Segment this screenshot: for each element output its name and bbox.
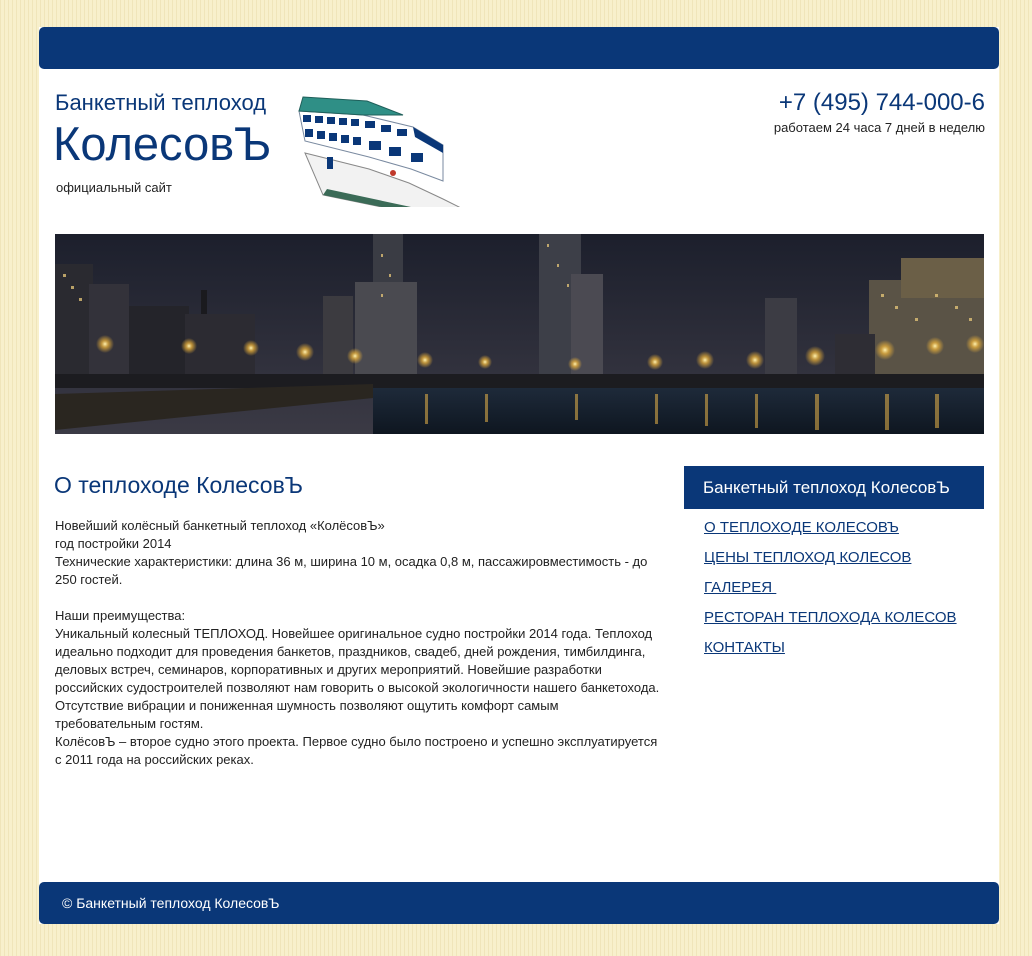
page-title: О теплоходе КолесовЪ bbox=[54, 472, 304, 498]
nav-link-prices[interactable]: ЦЕНЫ ТЕПЛОХОД КОЛЕСОВ bbox=[704, 549, 912, 566]
intro-line: Новейший колёсный банкетный теплоход «КолёсовЪ» bbox=[55, 518, 385, 533]
sidebar-header bbox=[684, 466, 984, 509]
content-body bbox=[55, 517, 660, 769]
sidebar-title: Банкетный теплоход КолесовЪ bbox=[703, 478, 950, 497]
footer-copyright: © Банкетный теплоход КолесовЪ bbox=[62, 895, 280, 911]
brand-tagline: официальный сайт bbox=[56, 180, 172, 195]
phone-number[interactable]: +7 (495) 744-000-6 bbox=[778, 89, 985, 116]
sidebar-item-about bbox=[704, 519, 957, 549]
working-hours: работаем 24 часа 7 дней в неделю bbox=[773, 120, 985, 135]
build-year: год постройки 2014 bbox=[55, 536, 172, 551]
brand-logo-text[interactable]: КолесовЪ bbox=[53, 117, 272, 170]
top-bar bbox=[39, 27, 999, 69]
nav-link-contacts[interactable]: КОНТАКТЫ bbox=[704, 639, 785, 656]
sidebar-item-restaurant bbox=[704, 609, 957, 639]
brand-subtitle: Банкетный теплоход bbox=[55, 90, 267, 115]
footer-bar bbox=[39, 882, 999, 924]
sidebar-item-prices bbox=[704, 549, 957, 579]
advantages-text: Уникальный колесный ТЕПЛОХОД. Новейшее оригинальное судно постройки 2014 года. Теплоход идеально подходит для проведения банкетов, праздников, свадеб, дней рождения, тимбилдинга, деловых встреч, семинаров, корпоративных и других мероприятий. Новейшие разработки российских судостроителей позволяют нам говорить о высокой экологичности нашего банкетохода. Отсутствие вибрации и пониженная шумность позволяют ощутить комфорт самым требовательным гостям. bbox=[55, 626, 660, 731]
specifications: Технические характеристики: длина 36 м, ширина 10 м, осадка 0,8 м, пассажировместимость - до 250 гостей. bbox=[55, 554, 648, 587]
sidebar-item-gallery bbox=[704, 579, 957, 609]
page-container bbox=[39, 27, 999, 924]
paragraph-spacer bbox=[55, 589, 660, 607]
advantages-heading: Наши преимущества: bbox=[55, 608, 186, 623]
sidebar-nav bbox=[704, 519, 957, 669]
nav-link-about[interactable]: О ТЕПЛОХОДЕ КОЛЕСОВЪ bbox=[704, 519, 899, 536]
nav-link-restaurant[interactable]: РЕСТОРАН ТЕПЛОХОДА КОЛЕСОВ bbox=[704, 609, 957, 626]
night-city-banner-image bbox=[55, 234, 984, 434]
project-history: КолёсовЪ – второе судно этого проекта. Первое судно было построено и успешно эксплуатируется с 2011 года на российских реках. bbox=[55, 734, 658, 767]
sidebar-item-contacts bbox=[704, 639, 957, 669]
nav-link-gallery[interactable]: ГАЛЕРЕЯ bbox=[704, 579, 777, 596]
ship-image bbox=[293, 91, 467, 207]
